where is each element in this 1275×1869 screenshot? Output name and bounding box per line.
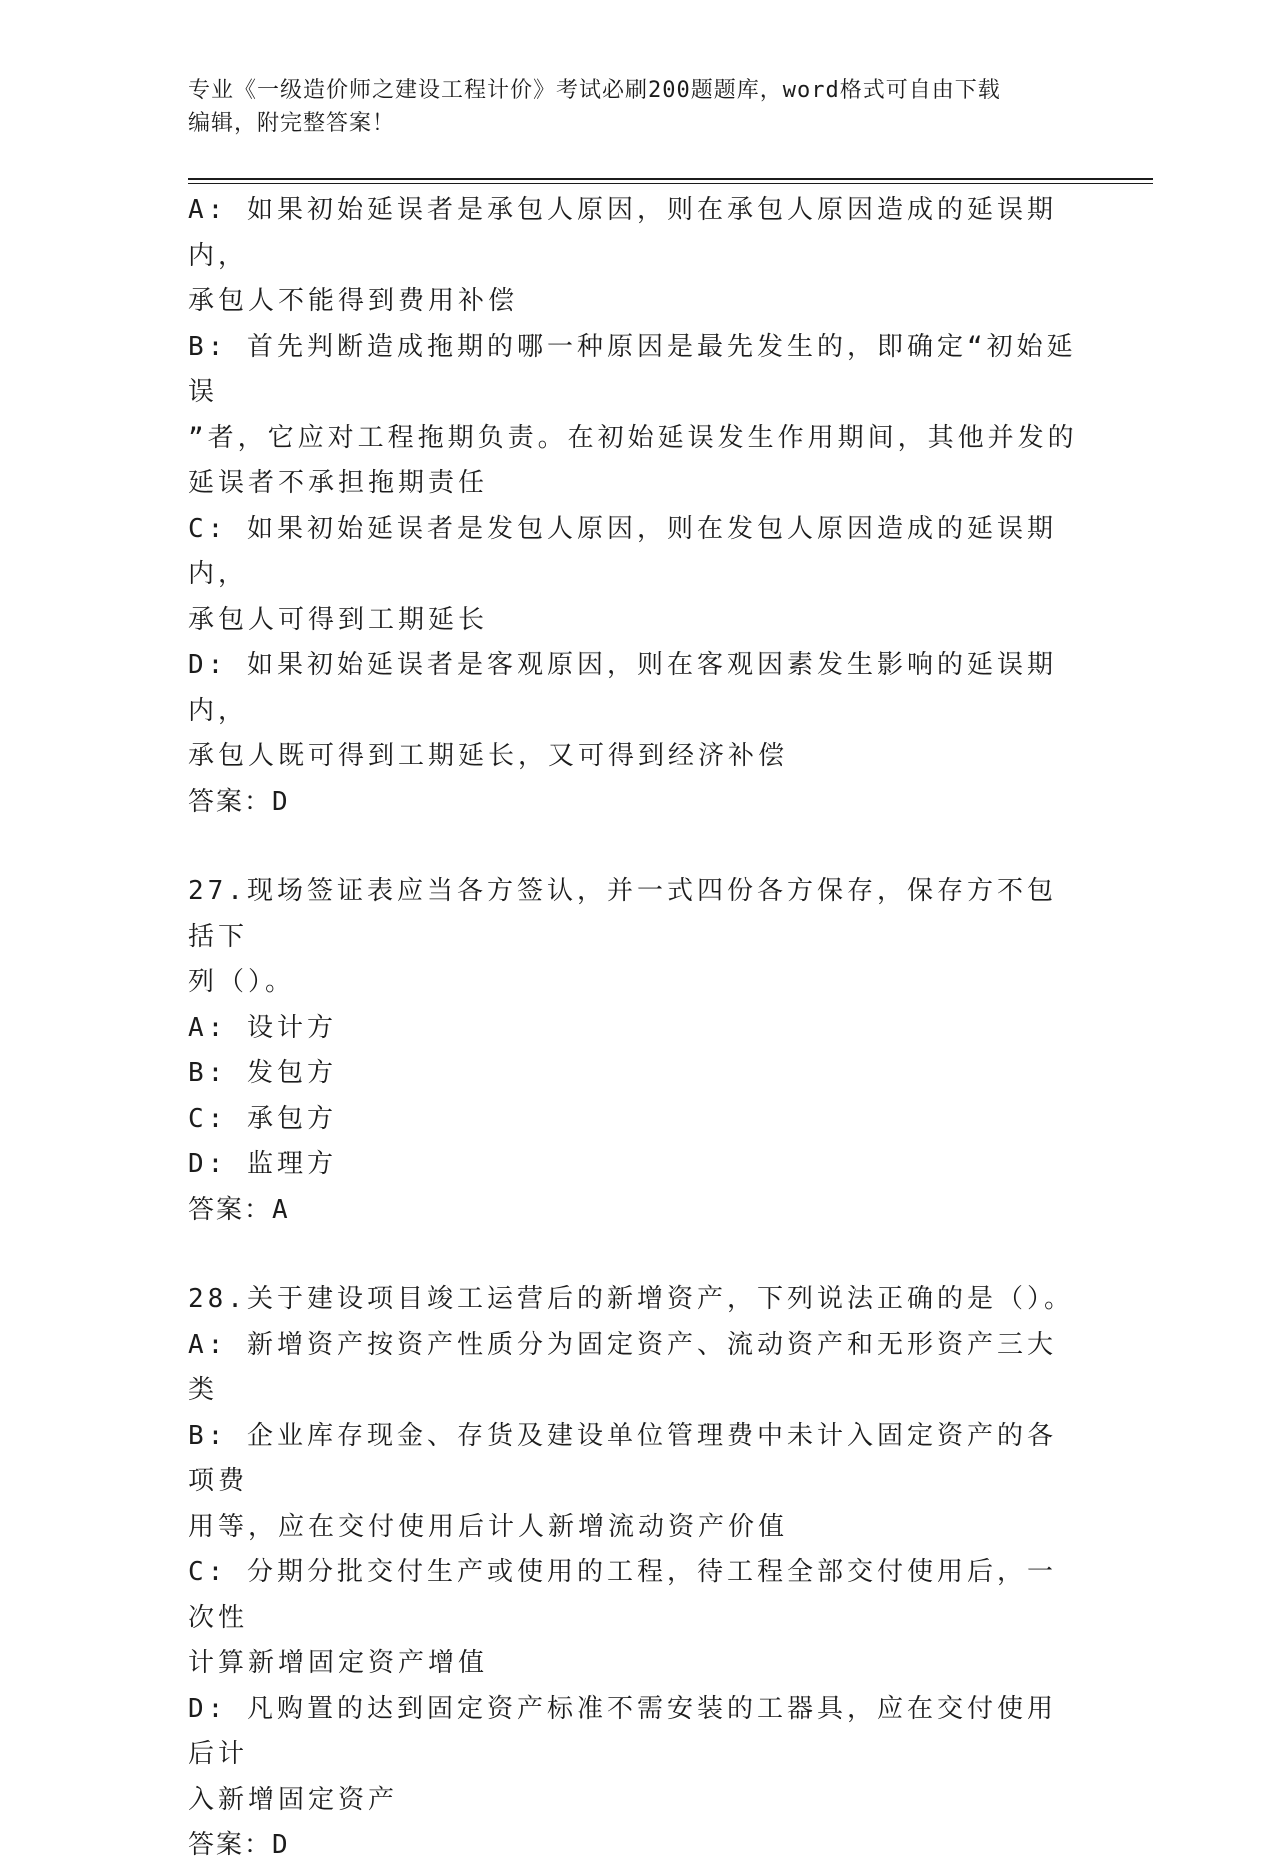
option-b-text: 用等，应在交付使用后计人新增流动资产价值 <box>188 1511 789 1542</box>
header-line: 编辑，附完整答案！ <box>188 111 396 136</box>
option-b-text: B: 企业库存现金、存货及建设单位管理费中未计入固定资产的各项费 <box>188 1420 1057 1496</box>
option-c-text: 计算新增固定资产增值 <box>188 1648 489 1678</box>
option-d-text: 入新增固定资产 <box>188 1784 399 1815</box>
option-a-text: A: 设计方 <box>188 1012 337 1043</box>
question-28-block <box>188 1277 1078 1869</box>
question-27-block <box>188 869 1078 1233</box>
option-d-text: D: 监理方 <box>188 1149 337 1179</box>
option-b-text: B: 首先判断造成拖期的哪一种原因是最先发生的，即确定“初始延误 <box>188 331 1077 407</box>
question-spacer <box>188 825 1078 869</box>
option-c-text: C: 如果初始延误者是发包人原因，则在发包人原因造成的延误期内， <box>188 513 1057 589</box>
option-c-text: 承包人可得到工期延长 <box>188 604 489 635</box>
document-header <box>188 74 1078 140</box>
option-a-text: A: 如果初始延误者是承包人原因，则在承包人原因造成的延误期内， <box>188 195 1057 271</box>
answer-line: 答案：A <box>188 1194 290 1225</box>
header-divider-thin <box>188 183 1153 184</box>
option-b-text: B: 发包方 <box>188 1058 337 1088</box>
answer-line: 答案：D <box>188 786 290 817</box>
option-c-text: C: 分期分批交付生产或使用的工程，待工程全部交付使用后，一次性 <box>188 1557 1057 1633</box>
question-26-block <box>188 188 1078 825</box>
option-a-text: 承包人不能得到费用补偿 <box>188 286 519 316</box>
option-a-text: A: 新增资产按资产性质分为固定资产、流动资产和无形资产三大类 <box>188 1329 1057 1405</box>
header-divider <box>188 178 1153 180</box>
question-spacer <box>188 1233 1078 1277</box>
option-b-text: 延误者不承担拖期责任 <box>188 468 489 498</box>
option-c-text: C: 承包方 <box>188 1103 337 1134</box>
option-b-text: ”者，它应对工程拖期负责。在初始延误发生作用期间，其他并发的 <box>188 422 1078 453</box>
question-stem: 列（）。 <box>188 967 296 997</box>
question-stem: 27.现场签证表应当各方签认，并一式四份各方保存，保存方不包括下 <box>188 876 1057 952</box>
question-stem: 28.关于建设项目竣工运营后的新增资产，下列说法正确的是（）。 <box>188 1284 1074 1314</box>
option-d-text: D: 凡购置的达到固定资产标准不需安装的工器具，应在交付使用后计 <box>188 1693 1057 1769</box>
document-body <box>188 188 1078 1869</box>
header-line: 专业《一级造价师之建设工程计价》考试必刷200题题库，word格式可自由下载 <box>188 78 1001 103</box>
option-d-text: 承包人既可得到工期延长，又可得到经济补偿 <box>188 741 789 771</box>
option-d-text: D: 如果初始延误者是客观原因，则在客观因素发生影响的延误期内， <box>188 650 1057 726</box>
answer-line: 答案：D <box>188 1830 290 1860</box>
